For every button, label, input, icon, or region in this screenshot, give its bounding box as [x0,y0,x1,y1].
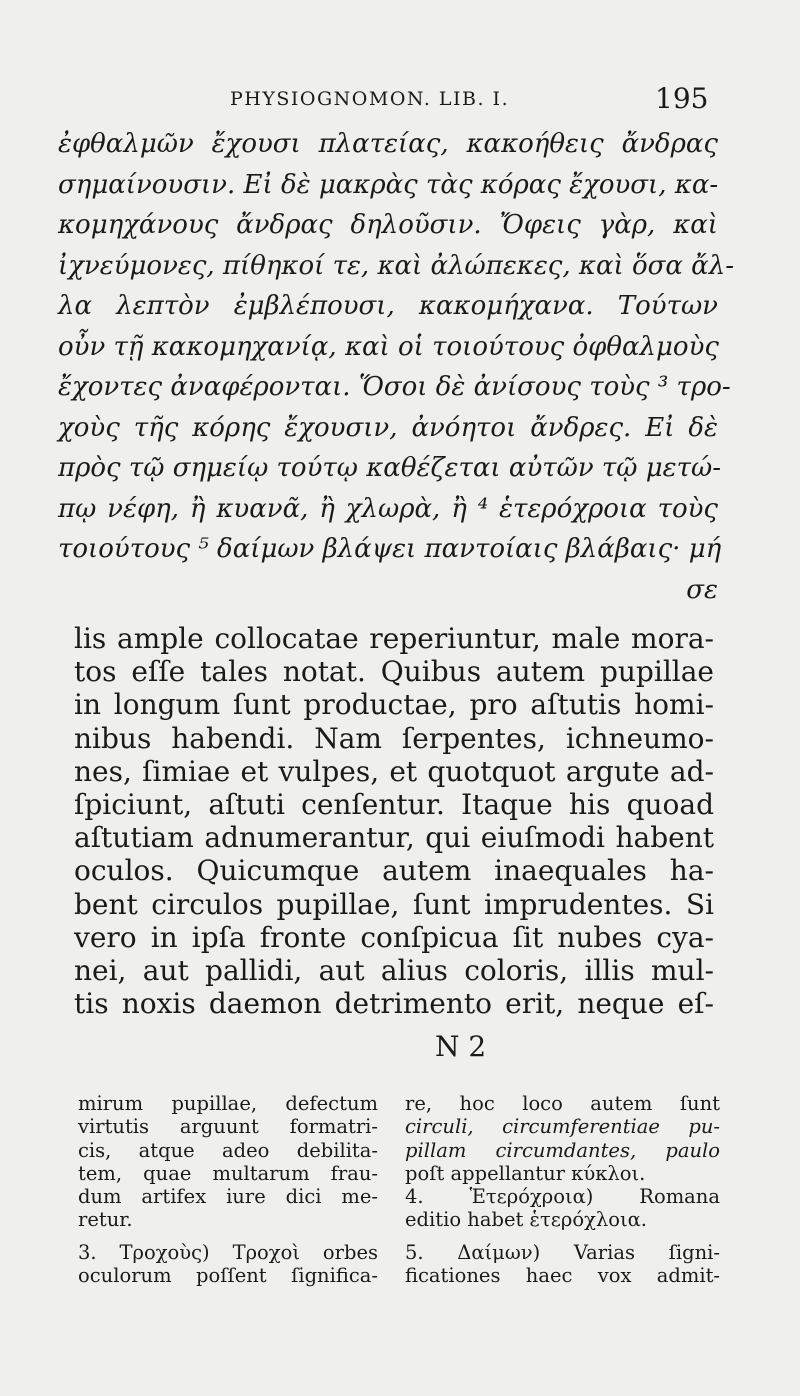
latin-line: nes, ſimiae et vulpes, et quotquot argute ad- [74,754,714,788]
greek-text-block [58,124,734,610]
greek-line: λα λεπτὸν ἐμβλέπουσι, κακομήχανα. Τούτων [58,291,718,321]
footnote-line: cis, atque adeo debilita- [78,1138,378,1162]
page-number: 195 [655,82,709,115]
footnote-line: virtutis arguunt formatri- [78,1115,378,1139]
greek-line: ἰχνεύμονες, πίθηκοί τε, καὶ ἀλώπεκες, καὶ ὅσα ἄλ- [58,250,734,281]
signature-mark: N 2 [435,1030,487,1063]
footnote-line: pillam circumdantes, paulo [405,1138,720,1162]
greek-line: πῳ νέφη, ἢ κυανᾶ, ἢ χλωρὰ, ἢ ⁴ ἑτερόχροια τοὺς [58,493,718,524]
footnote-line: tem, quae multarum frau- [78,1161,378,1185]
greek-line: ἐφθαλμῶν ἔχουσι πλατείας, κακοήθεις ἄνδρας [58,129,718,159]
greek-line: οὖν τῇ κακομηχανίᾳ, καὶ οἱ τοιούτους ὀφθαλμοὺς [58,331,719,362]
latin-line: nei, aut pallidi, aut alius coloris, illis mul- [74,953,714,987]
footnotes-left-column [78,1092,378,1287]
footnote-line: ficationes haec vox admit- [405,1264,720,1288]
latin-text-block [74,622,714,1020]
footnote-line: re, hoc loco autem ſunt [405,1092,720,1115]
catchword: σε [686,574,718,605]
latin-line: in longum ſunt productae, pro aſtutis homi- [74,688,714,722]
footnote-line: circuli, circumferentiae pu- [405,1115,720,1139]
greek-line: ἔχοντες ἀναφέρονται. Ὅσοι δὲ ἀνίσους τοὺς ³ τρο- [58,372,731,402]
latin-line: tis noxis daemon detrimento erit, neque eſ- [74,987,714,1021]
footnote-line: mirum pupillae, defectum [78,1092,378,1115]
latin-line: oculos. Quicumque autem inaequales ha- [74,854,714,888]
latin-line: vero in ipſa fronte conſpicua ſit nubes cya- [74,920,714,954]
footnote-line: 5. Δαίμων) Varias ſigni- [405,1240,720,1264]
footnote-line: editio habet ἑτερόχλοια. [405,1208,647,1232]
footnote-line: retur. [78,1208,133,1232]
latin-line: tos eſſe tales notat. Quibus autem pupillae [74,655,714,689]
footnote-line: poſt appellantur κύκλοι. [405,1161,646,1185]
footnotes-right-column [405,1092,720,1287]
greek-line: σημαίνουσιν. Εἰ δὲ μακρὰς τὰς κόρας ἔχουσι, κα- [58,169,719,200]
latin-line: bent circulos pupillae, ſunt imprudentes. Si [74,887,714,921]
page-header [0,82,800,118]
footnote-line: 3. Τροχοὺς) Τροχοὶ orbes [78,1240,378,1264]
latin-line: lis ample collocatae reperiuntur, male mora- [74,622,714,655]
footnote-line: 4. Ἑτερόχροια) Romana [405,1185,720,1209]
greek-line: χοὺς τῆς κόρης ἔχουσιν, ἀνόητοι ἄνδρες. Εἰ δὲ [58,412,718,443]
greek-line: κομηχάνους ἄνδρας δηλοῦσιν. Ὄφεις γὰρ, καὶ [58,210,718,240]
footnote-line: dum artifex iure dici me- [78,1185,378,1209]
latin-line: nibus habendi. Nam ſerpentes, ichneumo- [74,721,714,755]
greek-line: πρὸς τῷ σημείῳ τούτῳ καθέζεται αὐτῶν τῷ μετώ- [58,453,721,483]
running-title: PHYSIOGNOMON. LIB. I. [230,88,510,110]
latin-line: ſpiciunt, aſtuti cenſentur. Itaque his quoad [74,787,714,821]
footnote-line: oculorum poſſent ſignifica- [78,1264,378,1288]
greek-line: τοιούτους ⁵ δαίμων βλάψει παντοίαις βλάβαις· μή [58,534,722,564]
latin-line: aſtutiam adnumerantur, qui eiuſmodi habent [74,821,714,855]
